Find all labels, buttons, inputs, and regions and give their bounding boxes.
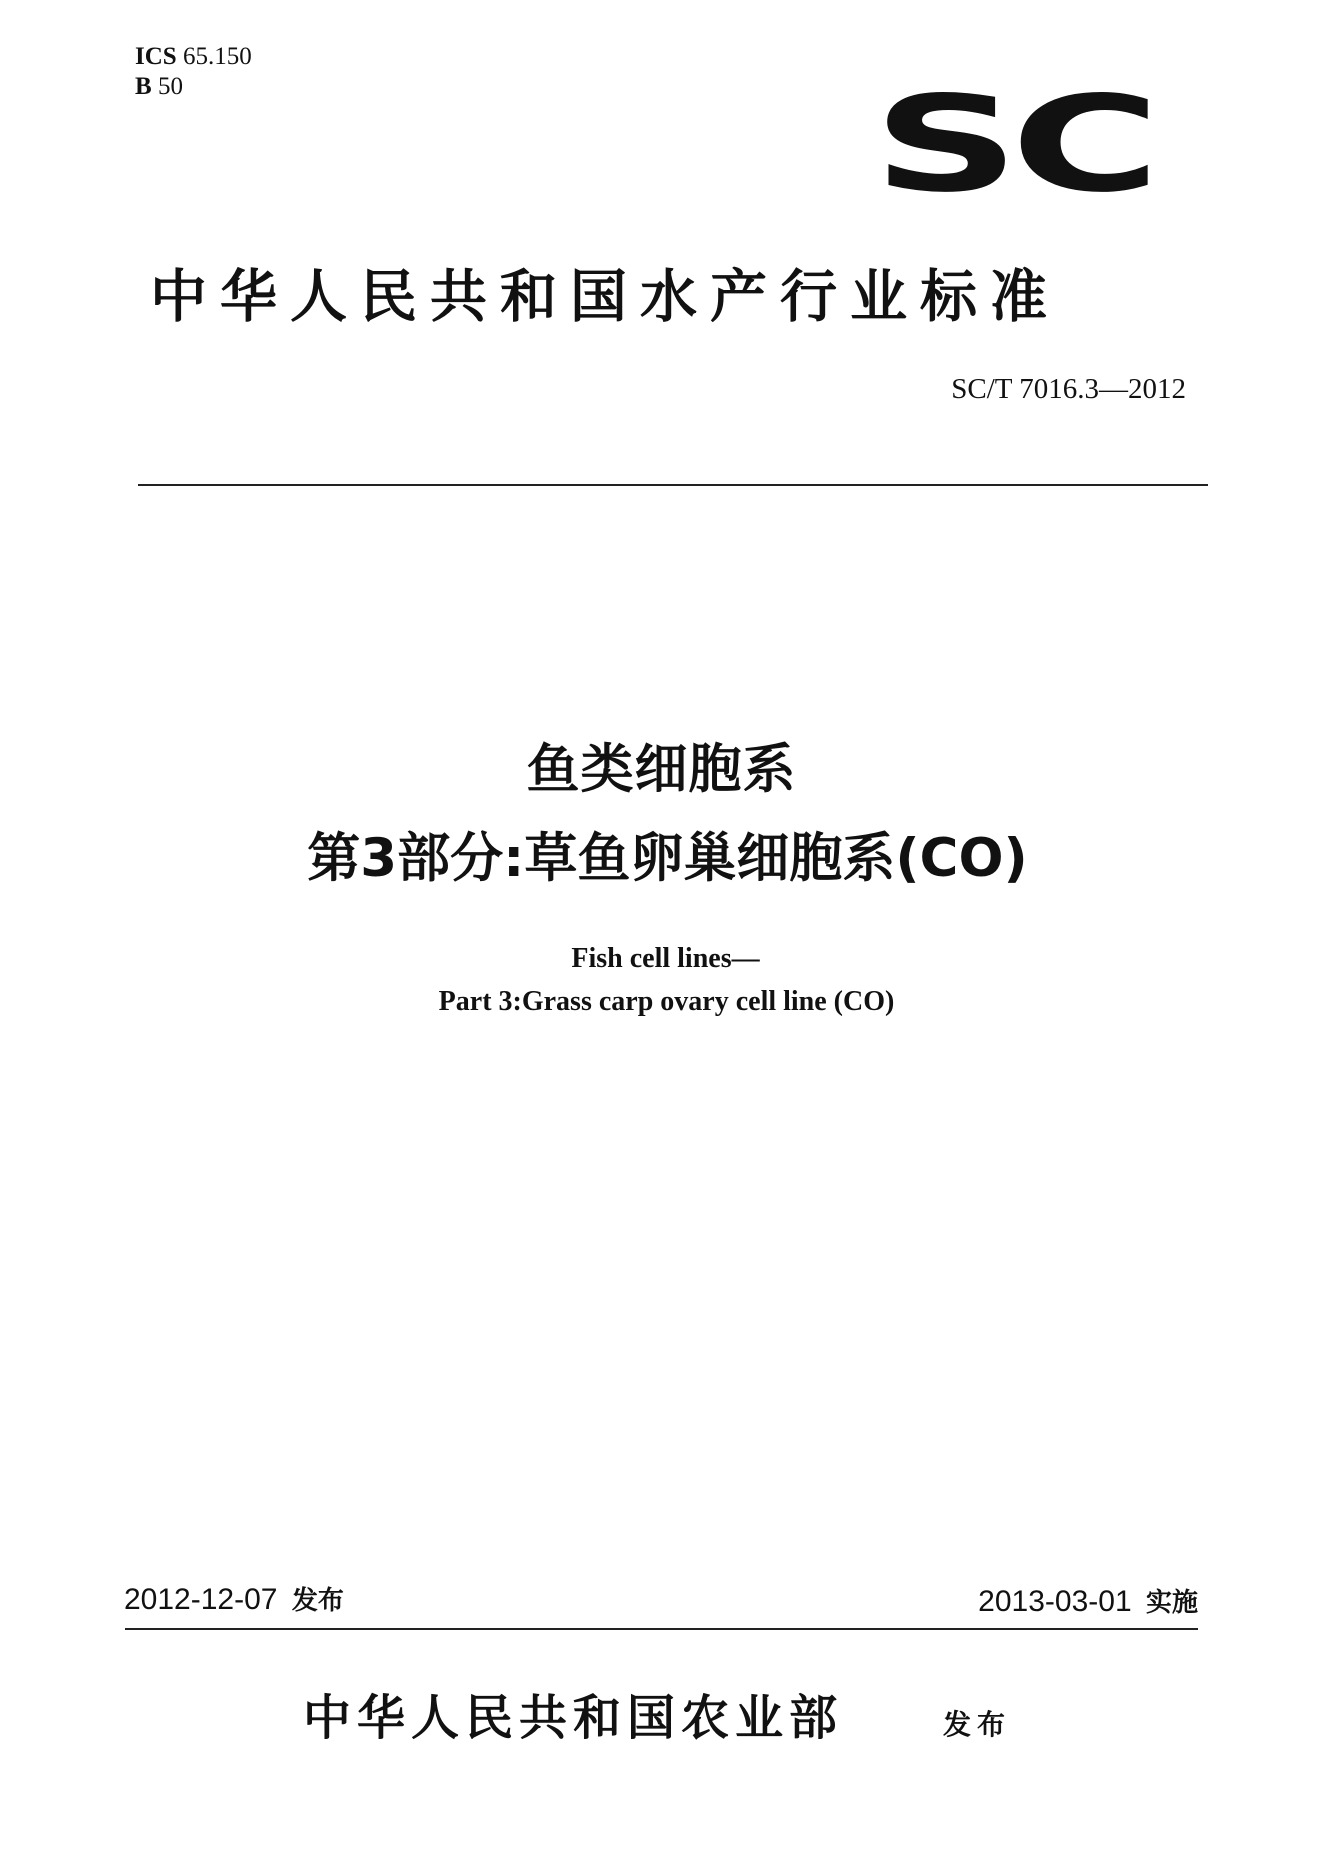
- ccs-label: B: [135, 73, 152, 100]
- standard-number: SC/T 7016.3—2012: [951, 373, 1186, 405]
- ics-code: 65.150: [182, 43, 252, 70]
- title-en-line2: Part 3:Grass carp ovary cell line (CO): [438, 986, 895, 1017]
- sc-logo-text: SC: [872, 68, 1152, 222]
- implement-date-block: [978, 1584, 1198, 1621]
- title-en-line1: Fish cell lines—: [571, 943, 760, 974]
- ics-row: [135, 42, 252, 72]
- issue-date-block: [124, 1582, 344, 1619]
- implement-date: 2013-03-01: [978, 1585, 1132, 1618]
- title-cn-line1: 鱼类细胞系: [526, 739, 797, 800]
- publisher-name: 中华人民共和国农业部: [303, 1690, 844, 1746]
- sc-logo: [872, 68, 1152, 222]
- publisher-suffix: 发布: [943, 1708, 1012, 1741]
- header-divider: [138, 484, 1208, 486]
- issue-label: 发布: [291, 1586, 344, 1616]
- implement-label: 实施: [1145, 1588, 1198, 1618]
- issue-date: 2012-12-07: [124, 1583, 278, 1616]
- ics-label: ICS: [135, 43, 177, 70]
- ccs-code: 50: [157, 73, 183, 100]
- ccs-row: [135, 72, 252, 102]
- standard-title: 中华人民共和国水产行业标准: [150, 264, 1060, 330]
- classification-codes: [135, 42, 252, 102]
- title-cn-line2: 第3部分:草鱼卵巢细胞系(CO): [307, 828, 1028, 889]
- footer-divider: [125, 1628, 1198, 1630]
